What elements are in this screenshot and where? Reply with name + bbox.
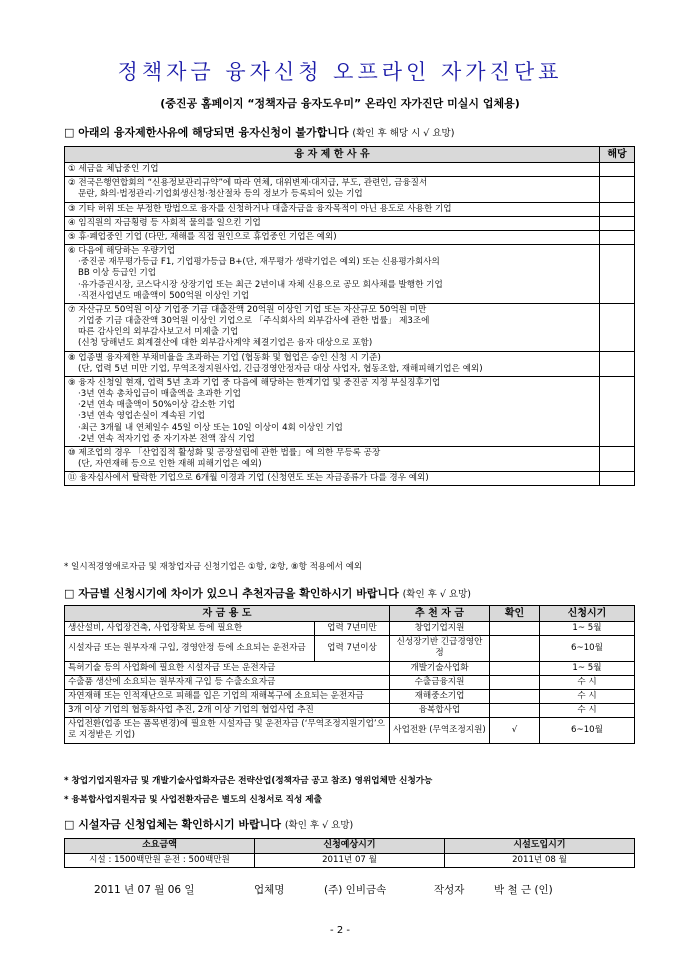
fund-name: 창업기업지원 (390, 622, 490, 636)
fund-row (65, 661, 635, 675)
fund-period: 1~ 5월 (540, 661, 635, 675)
fund-name: 수출금융지원 (390, 675, 490, 689)
restriction-row (65, 216, 635, 230)
restriction-check-cell[interactable] (600, 163, 635, 177)
restriction-line: (신청 당해년도 회계결산에 대한 외부감사계약 체결기업은 융자 대상으로 포함) (78, 338, 373, 349)
fund-name: 개발기술사업화 (390, 661, 490, 675)
fund-use: 수출품 생산에 소요되는 원부자재 구입 등 수출소요자금 (65, 675, 390, 689)
fund-period: 6~10월 (540, 718, 635, 743)
restriction-line: ⑧ 업종별 융자제한 부채비율을 초과하는 기업 (협동화 및 협업은 승인 신청 시 기준) (68, 352, 381, 363)
restriction-line: ·직전사업년도 매출액이 500억원 이상인 기업 (78, 290, 250, 301)
check-header: 해당 (600, 147, 635, 163)
restriction-line: (단, 업력 5년 미만 기업, 무역조정지원사업, 긴급경영안정자금 대상 사업자, 협동조합, 재해피해기업은 예외) (78, 363, 483, 374)
fund-row (65, 675, 635, 689)
restriction-row (65, 351, 635, 376)
fund-table (64, 605, 635, 744)
restriction-check-cell[interactable] (600, 202, 635, 216)
fund-check-cell[interactable] (490, 622, 540, 636)
fund-name: 재해중소기업 (390, 689, 490, 703)
restriction-line: ⑤ 휴·폐업중인 기업 (다만, 재해를 직접 원인으로 휴업중인 기업은 예외) (68, 231, 337, 242)
restriction-table (64, 146, 635, 486)
restriction-check-cell[interactable] (600, 376, 635, 446)
restriction-line: ·최근 3개월 내 연체일수 45일 이상 또는 10일 이상이 4회 이상인 기업 (78, 422, 343, 433)
restriction-line: 문란, 화의·법정관리·기업회생신청·청산절차 등의 정보가 등록되어 있는 기업 (78, 189, 363, 200)
fund-check-cell[interactable] (490, 636, 540, 661)
company-label: 업체명 (254, 884, 285, 896)
restriction-line: ·3년 연속 총차입금이 매출액을 초과한 기업 (78, 389, 241, 400)
company-name: (주) 인비금속 (324, 884, 387, 896)
restriction-check-cell[interactable] (600, 446, 635, 471)
restriction-check-cell[interactable] (600, 472, 635, 486)
fund-row (65, 704, 635, 718)
restriction-row (65, 177, 635, 202)
fund-period: 수 시 (540, 689, 635, 703)
restriction-row (65, 472, 635, 486)
page-number: - 2 - (330, 925, 350, 936)
section2-heading: □ 자금별 신청시기에 차이가 있으니 추천자금을 확인하시기 바랍니다 (확인 후 √ 요망) (64, 587, 471, 600)
page-subtitle: (중진공 홈페이지 “정책자금 융자도우미” 온라인 자가진단 미실시 업체용) (160, 97, 520, 110)
restriction-line: 따른 감사인의 외부감사보고서 미제출 기업 (78, 327, 239, 338)
section1-footnote: * 일시적경영애로자금 및 재창업자금 신청기업은 ①항, ②항, ⑧항 적용에서 예외 (64, 562, 363, 572)
fund-use: 사업전환(업종 또는 품목변경)에 필요한 시설자금 및 운전자금 (‘무역조정지원기업’으로 지정받은 기업) (65, 718, 390, 743)
fund-sub: 업력 7년이상 (315, 636, 390, 661)
restriction-check-cell[interactable] (600, 177, 635, 202)
fund-name: 융복합사업 (390, 704, 490, 718)
fund-check-cell[interactable] (490, 704, 540, 718)
section2-note-1: * 창업기업지원자금 및 개발기술사업화자금은 전략산업(정책자금 공고 참조) 영위업체만 신청가능 (64, 776, 433, 786)
restriction-check-cell[interactable] (600, 245, 635, 304)
fund-check-header: 확인 (490, 606, 540, 622)
section2-note-2: * 융복합사업지원자금 및 사업전환자금은 별도의 신청서로 직성 제출 (64, 795, 322, 805)
fund-check-cell[interactable] (490, 689, 540, 703)
restriction-line: ③ 기타 허위 또는 부정한 방법으로 융자를 신청하거나 대출자금을 융자목적이 아닌 용도로 사용한 기업 (68, 203, 452, 214)
restriction-row (65, 163, 635, 177)
page-title: 정책자금 융자신청 오프라인 자가진단표 (117, 60, 563, 84)
intro-header: 시설도입시기 (445, 839, 635, 854)
fund-row (65, 718, 635, 743)
fund-name: 사업전환 (무역조정지원) (390, 718, 490, 743)
restriction-line: ① 세금을 체납중인 기업 (68, 164, 159, 174)
fund-check-cell[interactable]: √ (490, 718, 540, 743)
fund-check-cell[interactable] (490, 661, 540, 675)
fund-check-cell[interactable] (490, 675, 540, 689)
fund-use: 시설자금 또는 원부자재 구입, 경영안정 등에 소요되는 운전자금 (65, 636, 315, 661)
restriction-line: 기업중 기금 대출잔액 30억원 이상인 기업으로 「주식회사의 외부감사에 관한 법률」 제3조에 (78, 316, 430, 327)
restriction-line: ⑪ 융자심사에서 탈락한 기업으로 6개월 이경과 기업 (신청연도 또는 자금종류가 다를 경우 예외) (68, 473, 429, 484)
restriction-line: ·중진공 재무평가등급 F1, 기업평가등급 B+(단, 재무평가 생략기업은 예외) 또는 신용평가회사의 (78, 257, 440, 268)
restriction-line: ·유가증권시장, 코스닥시장 상장기업 또는 최근 2년이내 자체 신용으로 공모 회사채를 발행한 기업 (78, 279, 443, 290)
fund-period: 6~10월 (540, 636, 635, 661)
fund-period: 1~ 5월 (540, 622, 635, 636)
restriction-row (65, 245, 635, 304)
fund-period-header: 신청시기 (540, 606, 635, 622)
fund-use: 생산설비, 사업장건축, 사업장확보 등에 필요한 (65, 622, 315, 636)
restriction-line: ⑩ 제조업의 경우 「산업집적 활성화 및 공장설립에 관한 법률」에 의한 무등록 공장 (68, 447, 381, 458)
restriction-check-cell[interactable] (600, 230, 635, 244)
fund-use: 3개 이상 기업의 협동화사업 추진, 2개 이상 기업의 협업사업 추진 (65, 704, 390, 718)
writer-name: 박 철 근 (인) (494, 884, 553, 896)
fund-period: 수 시 (540, 675, 635, 689)
restriction-check-cell[interactable] (600, 303, 635, 351)
restriction-line: ⑨ 융자 신청일 현재, 업력 5년 초과 기업 중 다음에 해당하는 한계기업 및 중진공 지정 부실징후기업 (68, 377, 441, 388)
restriction-row (65, 376, 635, 446)
fund-row (65, 689, 635, 703)
amount-header: 소요금액 (65, 839, 255, 854)
restriction-line: ·2년 연속 적자기업 중 자기자본 전액 잠식 기업 (78, 433, 255, 444)
restriction-row (65, 446, 635, 471)
writer-label: 작성자 (434, 884, 465, 896)
fund-period: 수 시 (540, 704, 635, 718)
section3-heading: □ 시설자금 신청업체는 확인하시기 바랍니다 (확인 후 √ 요망) (64, 818, 354, 831)
restriction-line: ⑥ 다음에 해당하는 우량기업 (68, 246, 176, 257)
amount-value: 시설 : 1500백만원 운전 : 500백만원 (65, 853, 255, 867)
fund-row (65, 636, 635, 661)
fund-name-header: 추 천 자 금 (390, 606, 490, 622)
restriction-line: BB 이상 등급인 기업 (78, 268, 157, 279)
fund-use: 특허기술 등의 사업화에 필요한 시설자금 또는 운전자금 (65, 661, 390, 675)
plan-header: 신청예상시기 (255, 839, 445, 854)
restriction-check-cell[interactable] (600, 351, 635, 376)
fund-row (65, 622, 635, 636)
restriction-line: ④ 임직원의 자금횡령 등 사회적 물의를 일으킨 기업 (68, 217, 261, 228)
fund-use: 자연재해 또는 인적재난으로 피해를 입은 기업의 재해복구에 소요되는 운전자금 (65, 689, 390, 703)
facility-table (64, 838, 635, 868)
fund-sub: 업력 7년미만 (315, 622, 390, 636)
restriction-header: 융 자 제 한 사 유 (65, 147, 600, 163)
fund-name: 신성장기반 긴급경영안정 (390, 636, 490, 661)
restriction-check-cell[interactable] (600, 216, 635, 230)
restriction-row (65, 230, 635, 244)
restriction-row (65, 202, 635, 216)
restriction-line: ·3년 연속 영업손실이 계속된 기업 (78, 411, 206, 422)
restriction-line: ② 전국은행연합회의 “신용정보관리규약”에 따라 연체, 대위변제·대지급, 부도, 관련인, 금융질서 (68, 178, 428, 189)
plan-value: 2011년 07 월 (255, 853, 445, 867)
restriction-line: (단, 자연재해 등으로 인한 재해 피해기업은 예외) (78, 459, 262, 470)
fund-use-header: 자 금 용 도 (65, 606, 390, 622)
restriction-row (65, 303, 635, 351)
section1-heading: □ 아래의 융자제한사유에 해당되면 융자신청이 불가합니다 (확인 후 해당 시 √ 요망) (64, 126, 455, 139)
restriction-line: ⑦ 자산규모 50억원 이상 기업중 기금 대출잔액 20억원 이상인 기업 또는 자산규모 50억원 미만 (68, 304, 427, 315)
restriction-line: ·2년 연속 매출액이 50%이상 감소한 기업 (78, 400, 236, 411)
sign-date: 2011 년 07 월 06 일 (94, 884, 195, 896)
intro-value: 2011년 08 월 (445, 853, 635, 867)
